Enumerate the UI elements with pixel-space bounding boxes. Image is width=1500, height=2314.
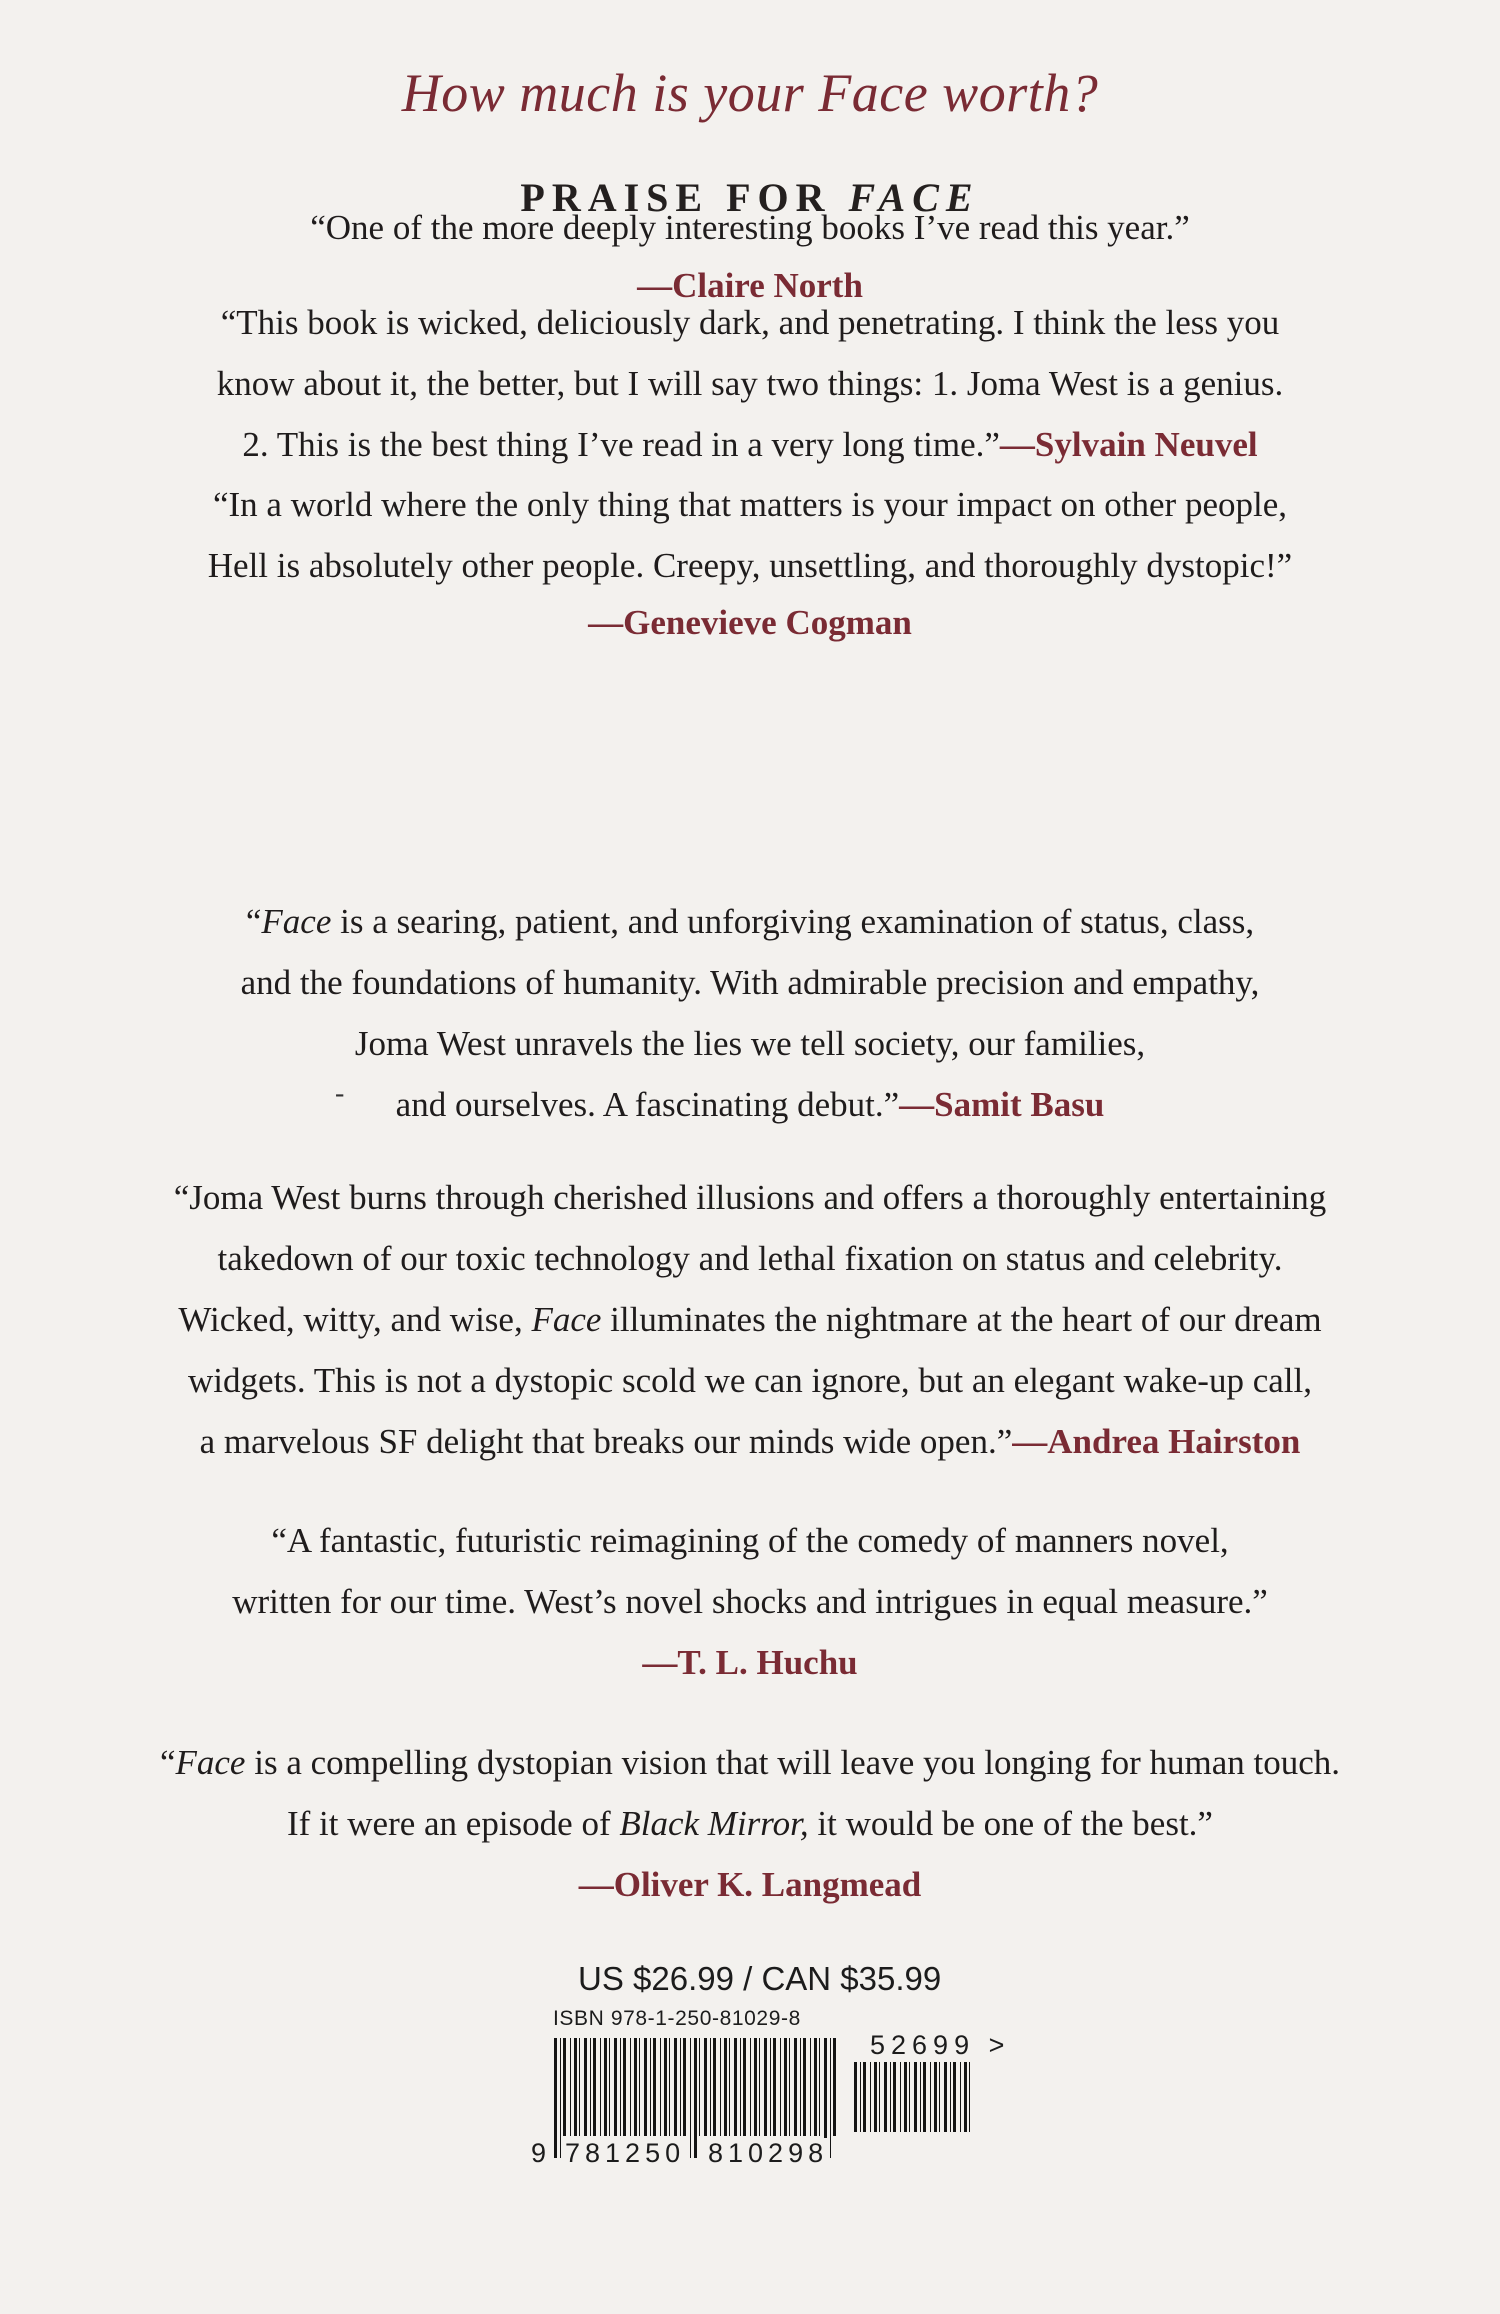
barcode-bar — [683, 2038, 686, 2136]
quote-attribution: —Andrea Hairston — [1012, 1422, 1301, 1461]
barcode-bar — [939, 2062, 940, 2132]
barcode-bar — [833, 2038, 836, 2136]
barcode-bar — [600, 2038, 601, 2136]
barcode-bar — [653, 2038, 656, 2136]
quote-open-mark: “ — [159, 1743, 176, 1782]
barcode-bar — [923, 2062, 926, 2132]
quote-line: Joma West unravels the lies we tell society, our families, — [354, 1024, 1146, 1063]
praise-heading-title: FACE — [848, 175, 980, 220]
barcode-bar — [890, 2062, 891, 2132]
barcode-bar — [780, 2038, 781, 2136]
quote-line: “A fantastic, futuristic reimagining of the comedy of manners novel, — [271, 1521, 1229, 1560]
quote-line: “This book is wicked, deliciously dark, and penetrating. I think the less you — [220, 303, 1280, 342]
quote-attribution: —Oliver K. Langmead — [578, 1865, 922, 1904]
quote-samit-basu — [0, 891, 1500, 1135]
barcode-bar — [644, 2038, 647, 2136]
barcode-bar — [754, 2038, 757, 2136]
barcode-bar — [563, 2038, 566, 2136]
ean-lead-digit: 9 — [531, 2138, 547, 2168]
quote-sylvain-neuvel — [0, 292, 1500, 475]
barcode-bar — [964, 2062, 967, 2132]
quote-open-mark: “ — [245, 902, 262, 941]
barcode-bar — [570, 2038, 571, 2136]
barcode-bar — [750, 2038, 751, 2136]
ean-right-digits: 810298 — [708, 2138, 829, 2168]
quote-line: illuminates the nightmare at the heart of our dream — [601, 1300, 1322, 1339]
barcode-bar — [639, 2038, 640, 2136]
barcode-bar — [740, 2038, 741, 2136]
book-title: Face — [261, 902, 332, 941]
addon-barcode — [852, 2062, 982, 2154]
isbn-label: ISBN 978-1-250-81029-8 — [553, 2007, 801, 2030]
barcode-bar — [584, 2038, 587, 2136]
barcode-bar — [874, 2062, 877, 2132]
praise-heading-prefix: PRAISE FOR — [520, 175, 849, 220]
barcode-bar — [623, 2038, 626, 2136]
barcode-bar — [819, 2038, 820, 2136]
barcode-bar — [909, 2062, 910, 2132]
barcode-bar — [794, 2038, 797, 2136]
price-label: US $26.99 / CAN $35.99 — [578, 1960, 942, 1997]
quote-line: is a searing, patient, and unforgiving examination of status, class, — [331, 902, 1255, 941]
barcode-bar — [699, 2038, 700, 2136]
quote-attribution: —Claire North — [637, 266, 863, 305]
barcode-bar — [604, 2038, 607, 2136]
addon-digits — [870, 2030, 1010, 2061]
quote-genevieve-cogman — [0, 474, 1500, 649]
barcode-bar — [800, 2038, 801, 2136]
quote-attribution: —T. L. Huchu — [642, 1643, 858, 1682]
barcode-bar — [734, 2038, 737, 2136]
barcode-bar — [789, 2038, 790, 2136]
barcode-bar — [803, 2038, 806, 2136]
quote-tl-huchu — [0, 1510, 1500, 1693]
quote-andrea-hairston — [0, 1167, 1500, 1472]
barcode-bar — [764, 2038, 767, 2136]
barcode-bar — [704, 2038, 707, 2136]
barcode-bar — [900, 2062, 901, 2132]
barcode-bar — [860, 2062, 861, 2132]
quote-line: 2. This is the best thing I’ve read in a very long time.” — [242, 425, 1000, 464]
addon-marker: > — [988, 2030, 1011, 2060]
book-title: Face — [175, 1743, 246, 1782]
barcode-bar — [743, 2038, 746, 2136]
quote-line: is a compelling dystopian vision that will leave you longing for human touch. — [245, 1743, 1341, 1782]
barcode-bar — [690, 2038, 691, 2158]
barcode-bar — [694, 2038, 697, 2158]
addon-number: 52699 — [870, 2030, 976, 2060]
tagline: How much is your Face worth? — [401, 63, 1099, 123]
barcode-bar — [660, 2038, 661, 2136]
quote-line: know about it, the better, but I will say two things: 1. Joma West is a genius. — [216, 364, 1284, 403]
barcode-bar — [614, 2038, 617, 2136]
barcode-bar — [680, 2038, 681, 2136]
show-title: Black Mirror, — [619, 1804, 809, 1843]
barcode-bar — [934, 2062, 937, 2132]
barcode-bar — [574, 2038, 577, 2136]
quote-line: takedown of our toxic technology and lethal fixation on status and celebrity. — [217, 1239, 1283, 1278]
quote-attribution: —Sylvain Neuvel — [999, 425, 1258, 464]
quote-line: a marvelous SF delight that breaks our minds wide open.” — [199, 1422, 1013, 1461]
barcode-bar — [814, 2038, 817, 2136]
barcode-bar — [554, 2038, 557, 2158]
barcode-bar — [944, 2062, 947, 2132]
barcode-bar — [773, 2038, 776, 2136]
barcode-bar — [830, 2038, 831, 2158]
barcode-bar — [650, 2038, 651, 2136]
barcode-bar — [729, 2038, 730, 2136]
barcode-bar — [930, 2062, 931, 2132]
barcode-bar — [590, 2038, 591, 2136]
barcode-bar — [920, 2062, 921, 2132]
barcode-bar — [669, 2038, 670, 2136]
barcode-bar — [870, 2062, 871, 2132]
quote-line: “In a world where the only thing that matters is your impact on other people, — [212, 485, 1287, 524]
barcode-bar — [960, 2062, 961, 2132]
quote-line: Hell is absolutely other people. Creepy, unsettling, and thoroughly dystopic!” — [207, 546, 1293, 585]
barcode-bar — [593, 2038, 596, 2136]
barcode-bar — [904, 2062, 907, 2132]
barcode-bar — [953, 2062, 956, 2132]
quote-line: If it were an episode of — [287, 1804, 620, 1843]
barcode-bar — [893, 2062, 896, 2132]
stray-mark: - — [335, 1078, 345, 1109]
barcode-bar — [879, 2062, 880, 2132]
barcode-bar — [560, 2038, 561, 2158]
quote-attribution: —Samit Basu — [899, 1085, 1105, 1124]
barcode-bar — [784, 2038, 787, 2136]
barcode-bar — [630, 2038, 631, 2136]
quote-line: “One of the more deeply interesting books I’ve read this year.” — [310, 208, 1190, 247]
barcode-bar — [634, 2038, 637, 2136]
barcode-bar — [710, 2038, 711, 2136]
barcode-bar — [914, 2062, 917, 2132]
barcode-bar — [674, 2038, 677, 2136]
barcode-bar — [770, 2038, 771, 2136]
barcode-bar — [713, 2038, 716, 2136]
barcode-bar — [759, 2038, 760, 2136]
barcode-bar — [724, 2038, 727, 2136]
quote-line: Wicked, witty, and wise, — [178, 1300, 532, 1339]
barcode-bar — [810, 2038, 811, 2136]
quote-line: and ourselves. A fascinating debut.” — [395, 1085, 900, 1124]
barcode-bar — [579, 2038, 580, 2136]
barcode-bar — [863, 2062, 866, 2132]
barcode-bar — [720, 2038, 721, 2136]
quote-line: “Joma West burns through cherished illusions and offers a thoroughly entertaining — [173, 1178, 1327, 1217]
quote-attribution: —Genevieve Cogman — [588, 603, 912, 642]
quote-line: written for our time. West’s novel shocks and intrigues in equal measure.” — [232, 1582, 1268, 1621]
quote-line: and the foundations of humanity. With admirable precision and empathy, — [240, 963, 1260, 1002]
ean-left-digits: 781250 — [565, 2138, 686, 2168]
barcode-bar — [854, 2062, 857, 2132]
barcode-bar — [950, 2062, 951, 2132]
quote-line: widgets. This is not a dystopic scold we can ignore, but an elegant wake-up call, — [188, 1361, 1312, 1400]
book-title: Face — [531, 1300, 602, 1339]
barcode-bar — [609, 2038, 610, 2136]
quote-line: it would be one of the best.” — [808, 1804, 1213, 1843]
quote-oliver-langmead — [0, 1732, 1500, 1915]
barcode-bar — [620, 2038, 621, 2136]
barcode-bar — [884, 2062, 887, 2132]
barcode-bar — [969, 2062, 970, 2132]
barcode-bar — [664, 2038, 667, 2136]
